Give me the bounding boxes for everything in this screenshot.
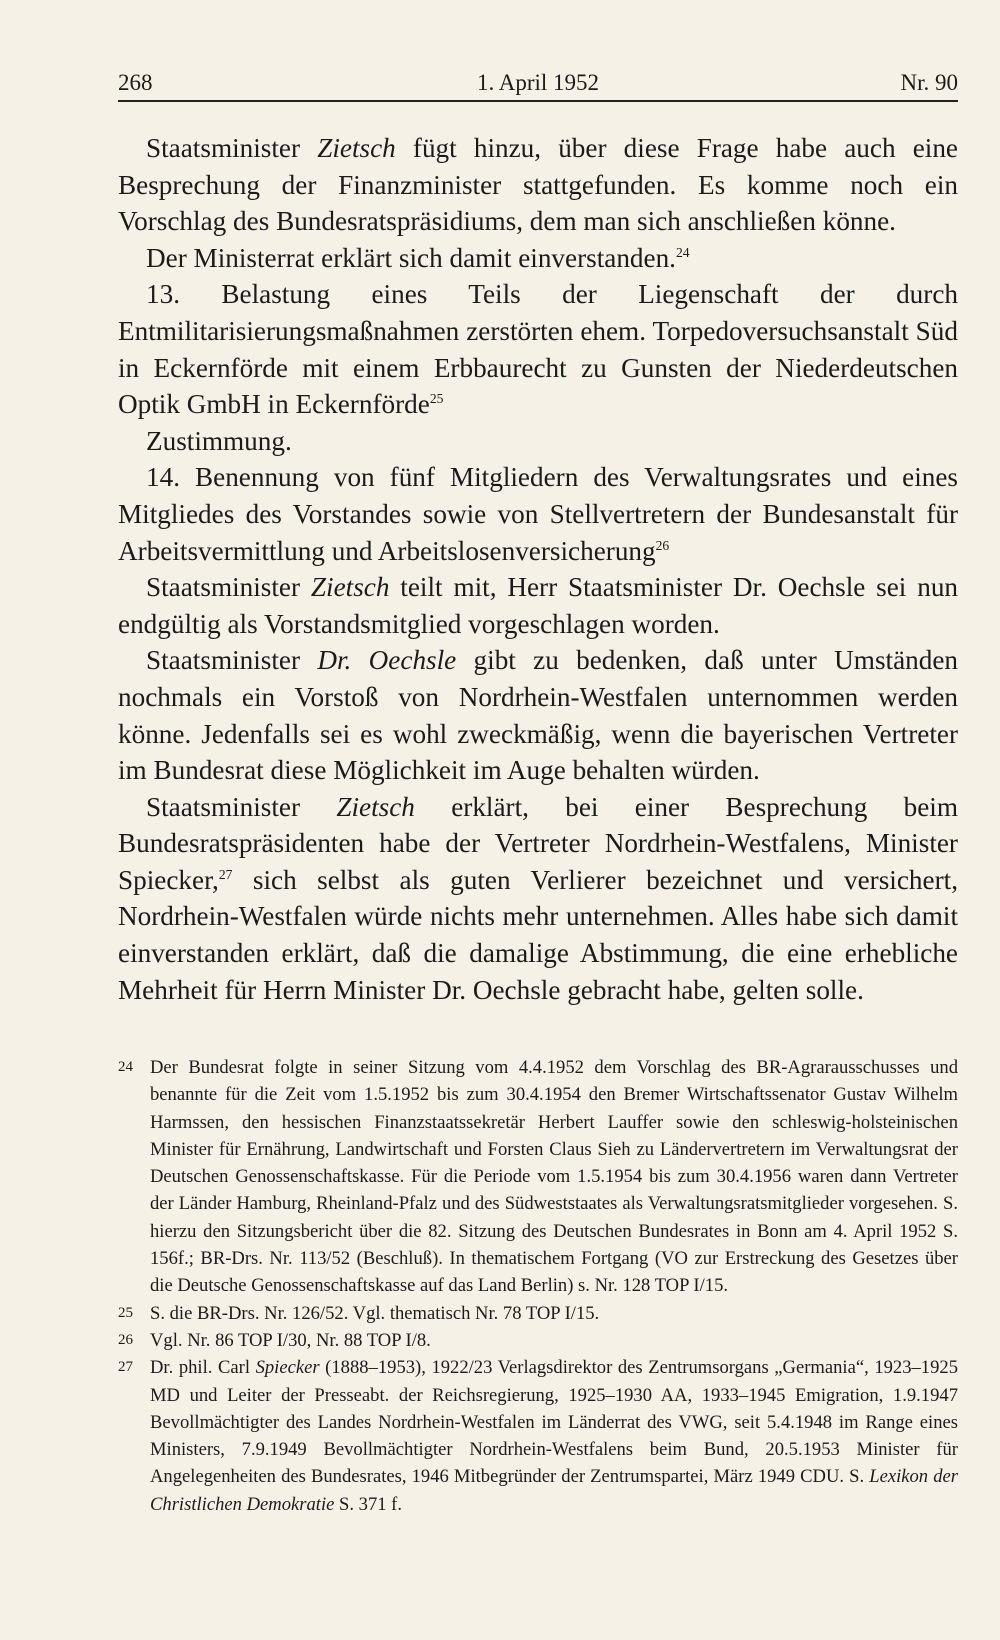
- footnote-ref: 27: [218, 866, 233, 882]
- footnote: [118, 1327, 958, 1354]
- footnote: [118, 1354, 958, 1518]
- text-run: sich selbst als guten Verlierer bezeichnet und versichert, Nordrhein-Westfalen würde nichts mehr unternehmen. Alles habe sich damit einverstanden erklärt, daß die damalige Abstimmung, die eine erhebliche Mehrheit für Herrn Minister Dr. Oechsle gebracht habe, gelten solle.: [118, 864, 958, 1005]
- cited-work: Lexikon der Christlichen Demokratie: [150, 1466, 958, 1515]
- footnote-ref: 26: [655, 537, 670, 553]
- footnote-number: 27: [118, 1359, 133, 1376]
- text-run: erklärt, bei einer Besprechung beim Bundesratspräsidenten habe der Vertreter Nordrhein-Westfalens, Minister Spiecker,: [118, 791, 959, 895]
- text-run: Staatsminister: [146, 572, 311, 603]
- document-number: Nr. 90: [900, 70, 958, 95]
- footnote-text: Dr. phil. Carl: [150, 1357, 256, 1379]
- paragraph: [118, 569, 958, 642]
- footnote-ref: 25: [429, 391, 444, 407]
- running-header: [118, 66, 958, 102]
- footnote-number: 25: [118, 1304, 133, 1321]
- text-run: teilt mit, Herr Staatsminister Dr. Oechsle sei nun endgültig als Vorstandsmitglied vorgeschlagen worden.: [118, 572, 959, 639]
- footnote-text: S. 371 f.: [334, 1493, 403, 1515]
- footnote-number: 26: [118, 1331, 133, 1348]
- paragraph: [118, 789, 958, 1009]
- paragraph: [118, 642, 958, 788]
- footnote: [118, 1300, 958, 1327]
- footnote-number: 24: [118, 1059, 133, 1075]
- footnote-text: S. die BR-Drs. Nr. 126/52. Vgl. thematisch Nr. 78 TOP I/15.: [150, 1302, 600, 1324]
- text-run: 13. Belastung eines Teils der Liegenschaft der durch Entmilitarisierungsmaßnahmen zerstörten ehem. Torpedoversuchsanstalt Süd in Eckernförde mit einem Erbbaurecht zu Gunsten der Niederdeutschen Optik GmbH in Eckernförde: [118, 279, 958, 420]
- agenda-item: [118, 459, 958, 569]
- agenda-item: [118, 276, 958, 422]
- text-run: fügt hinzu, über diese Frage habe auch eine Besprechung der Finanzminister stattgefunden. Es komme noch ein Vorschlag des Bundesratspräsidiums, dem man sich anschließen könne.: [118, 133, 958, 237]
- footnote: [118, 1054, 958, 1300]
- header-date: 1. April 1952: [476, 70, 600, 95]
- text-run: 14. Benennung von fünf Mitgliedern des Verwaltungsrates und eines Mitgliedes des Vorstandes sowie von Stellvertretern der Bundesanstalt für Arbeitsvermittlung und Arbeitslosenversicherung: [118, 462, 958, 566]
- text-run: gibt zu bedenken, daß unter Umständen nochmals ein Vorstoß von Nordrhein-Westfalen unternommen werden könne. Jedenfalls sei es wohl zweckmäßig, wenn die bayerischen Vertreter im Bundesrat diese Möglichkeit im Auge behalten würden.: [118, 645, 958, 786]
- footnote-ref: 24: [675, 244, 690, 260]
- speaker-name: Zietsch: [310, 572, 390, 603]
- speaker-name: Zietsch: [317, 133, 396, 163]
- text-run: Staatsminister: [146, 791, 337, 822]
- paragraph: [118, 240, 958, 277]
- paragraph: [118, 423, 958, 460]
- page-number: 268: [118, 70, 153, 95]
- footnote-text: Der Bundesrat folgte in seiner Sitzung vom 4.4.1952 dem Vorschlag des BR-Agrarausschusses und benannte für die Zeit vom 1.5.1952 bis zum 30.4.1954 den Bremer Wirtschaftssenator Gustav Wilhelm Harmssen, den hessischen Finanzstaatssekretär Herbert Lauffer sowie den schleswig-holsteinischen Minister für Ernährung, Landwirtschaft und Forsten Claus Sieh zu Ländervertretern im Verwaltungsrat der Deutschen Genossenschaftskasse. Für die Periode vom 1.5.1954 bis zum 30.4.1956 waren dann Vertreter der Länder Hamburg, Rheinland-Pfalz und des Südweststaates als Verwaltungsratsmitglieder vorgesehen. S. hierzu den Sitzungsbericht über die 82. Sitzung des Deutschen Bundesrates in Bonn am 4. April 1952 S. 156f.; BR-Drs. Nr. 113/52 (Beschluß). In thematischem Fortgang (VO zur Erstreckung des Gesetzes über die Deutsche Genossenschaftskasse auf das Land Berlin) s. Nr. 128 TOP I/15.: [150, 1057, 958, 1297]
- footnotes: [118, 1054, 958, 1518]
- person-name: Spiecker: [255, 1357, 320, 1379]
- paragraph: [118, 130, 958, 240]
- speaker-name: Zietsch: [336, 791, 415, 822]
- text-run: Zustimmung.: [146, 425, 292, 456]
- main-text: [118, 130, 958, 1008]
- footnote-text: (1888–1953), 1922/23 Verlagsdirektor des Zentrumsorgans „Germania“, 1923–1925 MD und Leiter der Presseabt. der Reichsregierung, 1925–1930 AA, 1933–1945 Emigration, 1.9.1947 Bevollmächtigter des Landes Nordrhein-Westfalen im Länderrat des VWG, seit 5.4.1948 im Range eines Ministers, 7.9.1949 Bevollmächtigter Nordrhein-Westfalens beim Bund, 20.5.1953 Minister für Angelegenheiten des Bundesrates, 1946 Mitbegründer der Zentrumspartei, März 1949 CDU. S.: [150, 1357, 958, 1488]
- speaker-name: Dr. Oechsle: [317, 645, 457, 676]
- text-run: Staatsminister: [146, 133, 318, 163]
- footnote-text: Vgl. Nr. 86 TOP I/30, Nr. 88 TOP I/8.: [150, 1329, 431, 1351]
- text-run: Der Ministerrat erklärt sich damit einverstanden.: [146, 242, 676, 273]
- text-run: Staatsminister: [146, 645, 318, 676]
